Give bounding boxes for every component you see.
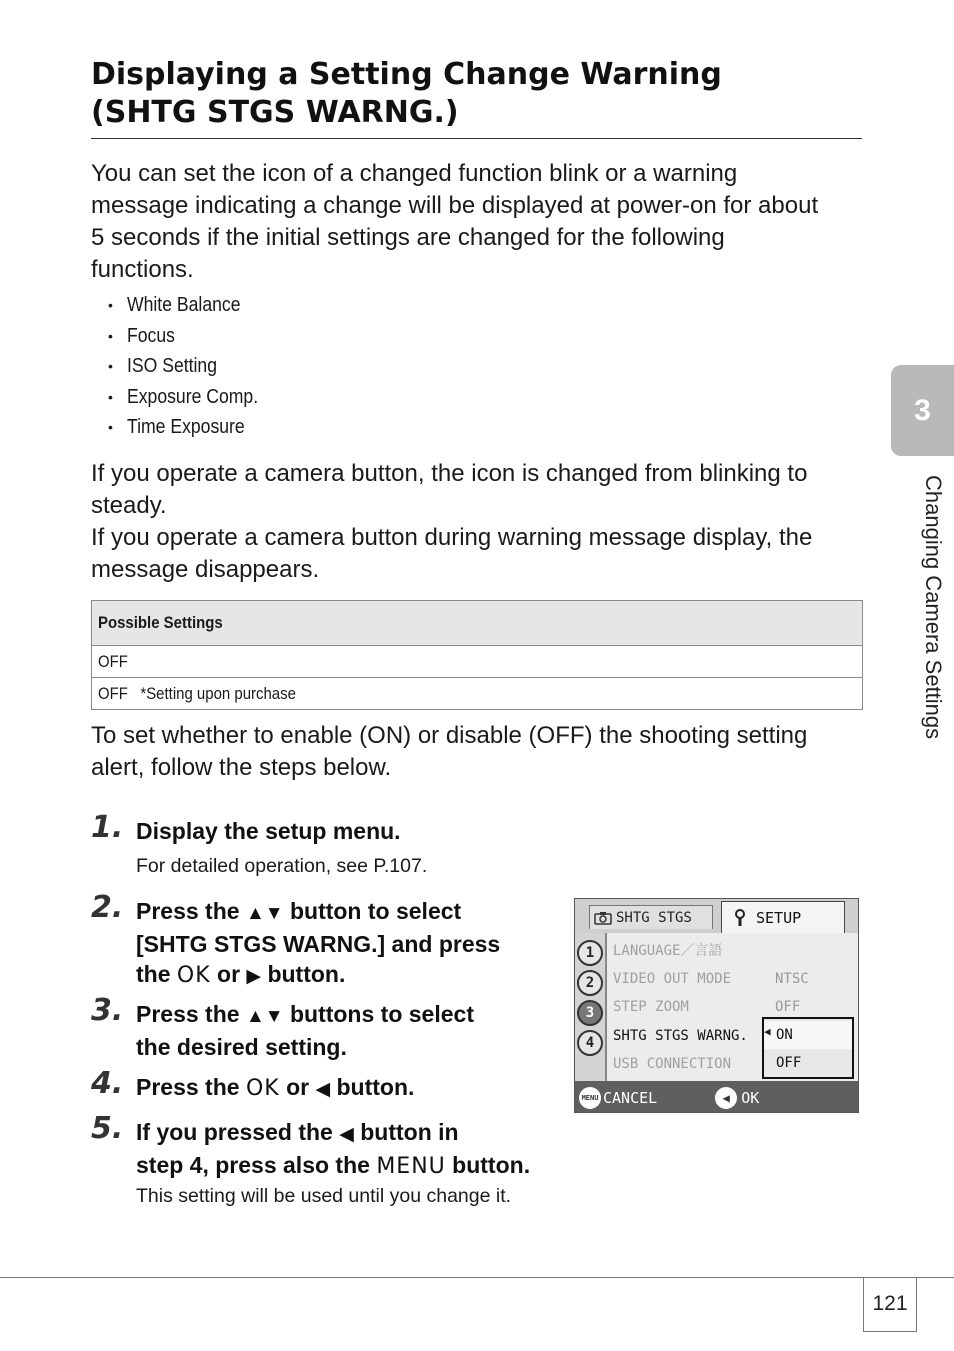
intro-line-4: functions. <box>91 256 194 283</box>
operate-paragraph <box>91 458 866 586</box>
row-number: 1 <box>577 940 603 966</box>
row-number: 4 <box>577 1030 603 1056</box>
up-down-arrow-icon: ▲▼ <box>245 1006 284 1027</box>
menu-row-video-out: VIDEO OUT MODE NTSC <box>613 971 809 987</box>
left-arrow-icon: ◀ <box>315 1079 331 1100</box>
title-rule <box>91 138 862 139</box>
page-title <box>91 56 862 132</box>
camera-screen <box>574 898 859 1113</box>
menu-row-step-zoom: STEP ZOOM OFF <box>613 999 801 1015</box>
intro-line-2: message indicating a change will be displayed at power-on for about <box>91 192 819 219</box>
step-5-sub: This setting will be used until you change it. <box>136 1185 512 1207</box>
option-box <box>762 1017 854 1079</box>
camera-bottom-bar <box>575 1081 858 1113</box>
cancel-label: CANCEL <box>603 1088 658 1107</box>
list-item: • White Balance <box>108 294 241 316</box>
intro-paragraph <box>91 158 866 286</box>
table-row: OFF <box>92 646 863 678</box>
instruction-line-1: To set whether to enable (ON) or disable (OFF) the shooting setting <box>91 722 808 749</box>
step-number-5: 5. <box>91 1111 124 1146</box>
row-number-active: 3 <box>577 1000 603 1026</box>
row-number: 2 <box>577 970 603 996</box>
list-item: • Focus <box>108 324 175 347</box>
step-number-4: 4. <box>91 1066 124 1101</box>
operate-line-3: If you operate a camera button during warning message display, the <box>91 524 813 551</box>
step-5-text: If you pressed the ◀ button in step 4, press also the MENU button. <box>136 1119 531 1179</box>
table-row: OFF *Setting upon purchase <box>92 678 863 710</box>
table-header-row <box>92 601 863 646</box>
list-item: • Time Exposure <box>108 416 245 438</box>
menu-icon: MENU <box>376 1154 446 1179</box>
page-number: 121 <box>863 1277 917 1332</box>
step-1-text: Display the setup menu. <box>136 818 401 844</box>
step-2-text: Press the ▲▼ button to select [SHTG STGS WARNG.] and press the OK or ▶ button. <box>136 898 501 988</box>
chapter-tab: 3 <box>891 365 954 456</box>
right-arrow-icon: ▶ <box>246 966 262 987</box>
intro-line-3: 5 seconds if the initial settings are changed for the following <box>91 224 725 251</box>
left-arrow-icon: ◀ <box>764 1025 771 1038</box>
title-line-1: Displaying a Setting Change Warning <box>91 57 722 92</box>
up-down-arrow-icon: ▲▼ <box>245 903 284 924</box>
operate-line-2: steady. <box>91 492 167 519</box>
menu-button-icon: MENU <box>579 1087 601 1109</box>
footer-rule <box>0 1277 954 1278</box>
menu-row-language: LANGUAGE／言語 <box>613 943 723 959</box>
left-arrow-icon: ◀ <box>339 1124 354 1145</box>
tab-shooting-settings: SHTG STGS <box>589 905 713 929</box>
left-button-icon: ◀ <box>715 1087 737 1109</box>
step-3-text: Press the ▲▼ buttons to select the desired setting. <box>136 1001 474 1060</box>
ok-label: OK <box>741 1088 760 1107</box>
title-line-2: (SHTG STGS WARNG.) <box>91 95 459 130</box>
option-off: OFF <box>776 1055 802 1071</box>
camera-row-numbers <box>575 937 605 1060</box>
instruction-line-2: alert, follow the steps below. <box>91 754 392 781</box>
ok-icon: OK <box>245 1076 280 1101</box>
step-4-text: Press the OK or ◀ button. <box>136 1074 415 1101</box>
tab-setup: SETUP <box>721 901 845 933</box>
operate-line-4: message disappears. <box>91 556 320 583</box>
instruction-paragraph <box>91 720 866 784</box>
wrench-icon <box>732 909 748 927</box>
step-1-sub: For detailed operation, see P.107. <box>136 855 428 877</box>
list-item: • Exposure Comp. <box>108 385 259 408</box>
step-number-1: 1. <box>91 810 124 845</box>
intro-line-1: You can set the icon of a changed function blink or a warning <box>91 160 738 187</box>
function-list <box>108 290 276 443</box>
chapter-label: Changing Camera Settings <box>921 475 946 740</box>
menu-row-shtg-stgs-warng: SHTG STGS WARNG. <box>613 1028 748 1044</box>
list-item: • ISO Setting <box>108 355 218 377</box>
option-on: ON <box>764 1021 852 1049</box>
ok-icon: OK <box>176 963 211 988</box>
step-number-2: 2. <box>91 890 124 925</box>
settings-table <box>91 600 863 710</box>
camera-tab-bar <box>575 899 858 933</box>
operate-line-1: If you operate a camera button, the icon is changed from blinking to <box>91 460 808 487</box>
table-header: Possible Settings <box>92 601 863 646</box>
camera-icon <box>594 911 612 925</box>
step-number-3: 3. <box>91 993 124 1028</box>
menu-row-usb-connection: USB CONNECTION <box>613 1056 732 1072</box>
